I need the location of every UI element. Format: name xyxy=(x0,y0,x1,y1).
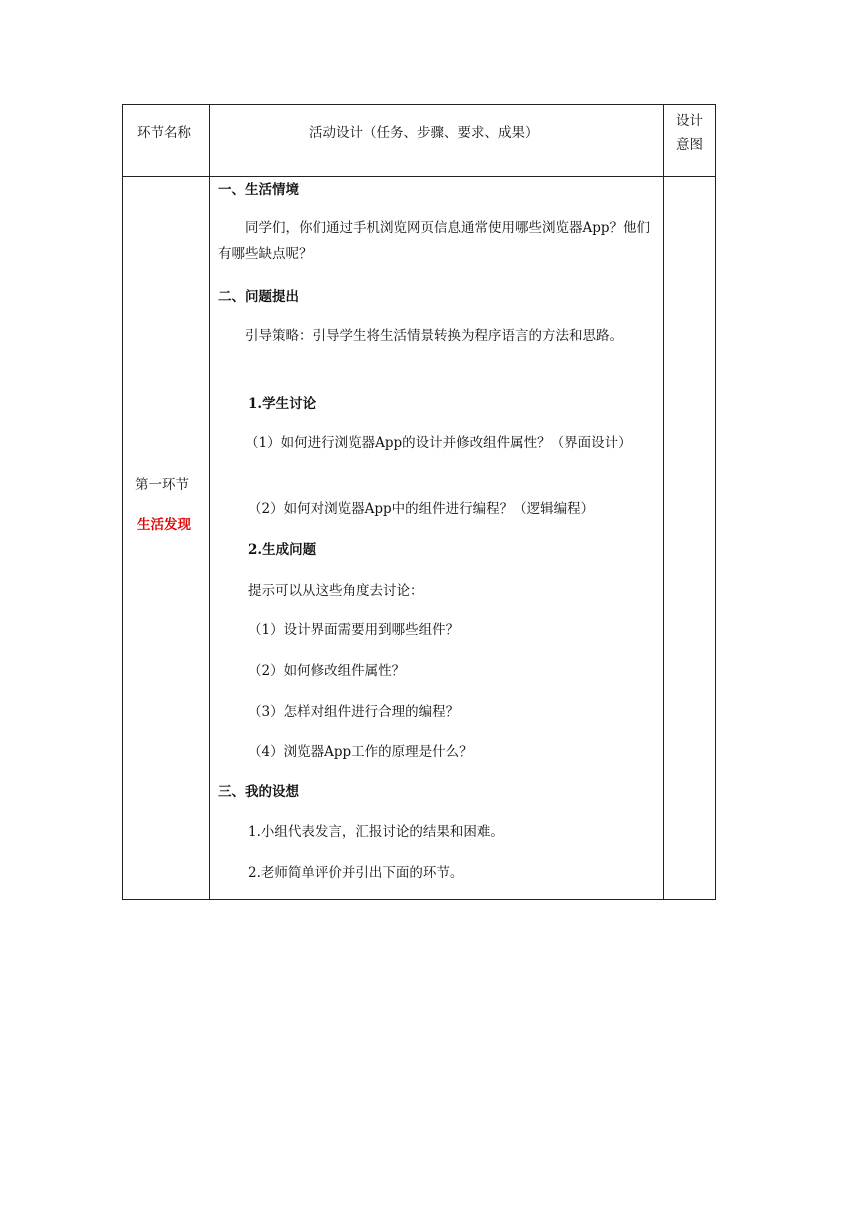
header-design-intent-line1: 设计 xyxy=(676,113,703,129)
hint-item-1: （1）设计界面需要用到哪些组件？ xyxy=(248,622,460,638)
section-2-title: 二、问题提出 xyxy=(218,289,299,305)
hint-item-2: （2）如何修改组件属性？ xyxy=(248,663,406,679)
section-3-item-2: 2.老师简单评价并引出下面的环节。 xyxy=(248,865,464,881)
lesson-table xyxy=(122,104,716,900)
stage-name: 第一环节 xyxy=(135,477,189,493)
section-2-text: 引导策略：引导学生将生活情景转换为程序语言的方法和思路。 xyxy=(245,328,623,344)
header-design-intent-line2: 意图 xyxy=(676,137,703,153)
section-3-item-1: 1.小组代表发言，汇报讨论的结果和困难。 xyxy=(248,824,504,840)
section-1-text: 同学们，你们通过手机浏览网页信息通常使用哪些浏览器App？他们有哪些缺点呢？ xyxy=(218,220,651,262)
hint-item-3: （3）怎样对组件进行合理的编程？ xyxy=(248,704,460,720)
column-divider xyxy=(209,105,210,899)
discussion-question-2: （2）如何对浏览器App中的组件进行编程？（逻辑编程） xyxy=(248,501,595,517)
hint-item-4: （4）浏览器App工作的原理是什么？ xyxy=(248,744,473,760)
header-activity-design: 活动设计（任务、步骤、要求、成果） xyxy=(309,125,539,141)
discussion-question-1: （1）如何进行浏览器App的设计并修改组件属性？（界面设计） xyxy=(245,435,632,451)
stage-subtitle: 生活发现 xyxy=(137,517,191,533)
subsection-generate-questions: 2.生成问题 xyxy=(248,542,317,558)
header-divider xyxy=(123,176,715,177)
section-1-title: 一、生活情境 xyxy=(218,182,299,198)
section-3-title: 三、我的设想 xyxy=(218,784,299,800)
column-divider xyxy=(663,105,664,899)
hint-text: 提示可以从这些角度去讨论： xyxy=(248,583,424,599)
header-stage-name: 环节名称 xyxy=(137,125,191,141)
subsection-discussion: 1.学生讨论 xyxy=(248,396,317,412)
